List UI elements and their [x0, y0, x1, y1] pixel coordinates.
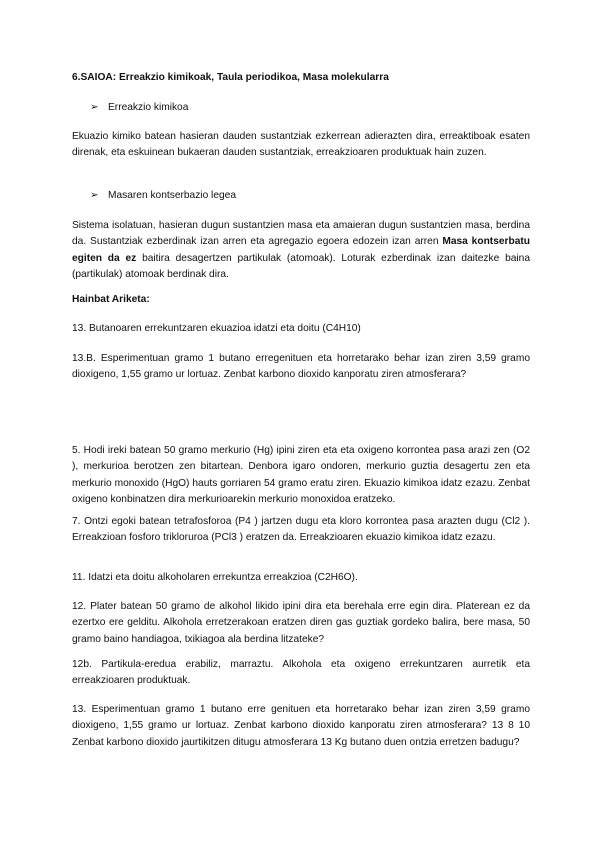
exercise-item: 12b. Partikula-eredua erabiliz, marraztu. Alkohola eta oxigeno errekuntzaren aurretik eta erreakzioaren produktuak.	[72, 659, 530, 687]
exercise-item: 13. Butanoaren errekuntzaren ekuazioa idatzi eta doitu (C4H10)	[72, 323, 361, 334]
exercise-item: 13.B. Esperimentuan gramo 1 butano erregenituen eta horretarako behar izan ziren 3,59 gramo dioxigeno, 1,55 gramo ur lortuaz. Zenbat karbono dioxido kanporatu ziren atmosferara?	[72, 353, 530, 381]
exercise-item: 5. Hodi ireki batean 50 gramo merkurio (Hg) ipini ziren eta eta oxigeno korrontea pasa arazi zen (O2 ), merkurioa berotzen zen bitartean. Denbora igaro ondoren, merkurio guztia desagertu zen eta merkurio monoxido (HgO) hauts gorriaren 54 gramo eratu ziren. Ekuazio kimikoa idatz ezazu. Zenbat oxigeno konbinatzen dira merkurioarekin merkurio monoxidoa eratzeko.	[72, 445, 530, 505]
paragraph-masa	[72, 218, 530, 283]
bold-phrase: Masa kontserbatu egiten da ez	[72, 236, 530, 264]
arrowhead-bullet-icon: ➢	[90, 102, 99, 113]
page-title: 6.SAIOA: Erreakzio kimikoak, Taula periodikoa, Masa molekularra	[72, 72, 389, 83]
bullet-item-erreakzio-kimikoa	[90, 100, 188, 116]
bullet-label: Masaren kontserbazio legea	[108, 190, 236, 201]
paragraph-text: Sistema isolatuan, hasieran dugun sustantzien masa eta amaieran dugun sustantzien masa, berdina da. Sustantziak ezberdinak izan arren eta agregazio egoera edozein izan arren	[72, 220, 530, 248]
exercise-item: 13. Esperimentuan gramo 1 butano erre genituen eta horretarako behar izan ziren 3,59 gramo dioxigeno, 1,55 gramo ur lortuaz. Zenbat karbono dioxido kanporatu ziren atmosferara? 13 8 10 Zenbat karbono dioxido jaurtikitzen ditugu atmosferara 13 Kg butano duen ontzia erretzen badugu?	[72, 704, 530, 748]
exercise-item: 11. Idatzi eta doitu alkoholaren errekuntza erreakzioa (C2H6O).	[72, 572, 358, 583]
paragraph-text: baitira desagertzen partikulak (atomoak). Loturak ezberdinak izan daitezke baina (partikulak) atomoak berdinak dira.	[72, 252, 530, 280]
paragraph-ekuazio: Ekuazio kimiko batean hasieran dauden sustantziak ezkerrean adierazten dira, erreaktiboak esaten direnak, eta eskuinean bukaeran dauden sustantziak, erreakzioaren produktuak hain zuzen.	[72, 131, 530, 159]
arrowhead-bullet-icon: ➢	[90, 190, 99, 201]
exercise-item: 12. Plater batean 50 gramo de alkohol likido ipini dira eta berehala erre egin dira. Platerean ez da ezertxo ere gelditu. Alkohola erretzerakoan eratzen diren gas guztiak gordeko balira, bere masa, 50 gramo baino handiagoa, txikiagoa ala berdina litzateke?	[72, 601, 530, 645]
bullet-item-masaren-kontserbazio	[90, 188, 236, 204]
exercise-item: 7. Ontzi egoki batean tetrafosforoa (P4 ) jartzen dugu eta kloro korrontea pasa arazten dugu (Cl2 ). Erreakzioan fosforo trikloruroa (PCl3 ) eratzen da. Erreakzioaren ekuazio kimikoa idatz ezazu.	[72, 516, 530, 544]
bullet-label: Erreakzio kimikoa	[108, 102, 189, 113]
section-heading: Hainbat Ariketa:	[72, 294, 150, 305]
